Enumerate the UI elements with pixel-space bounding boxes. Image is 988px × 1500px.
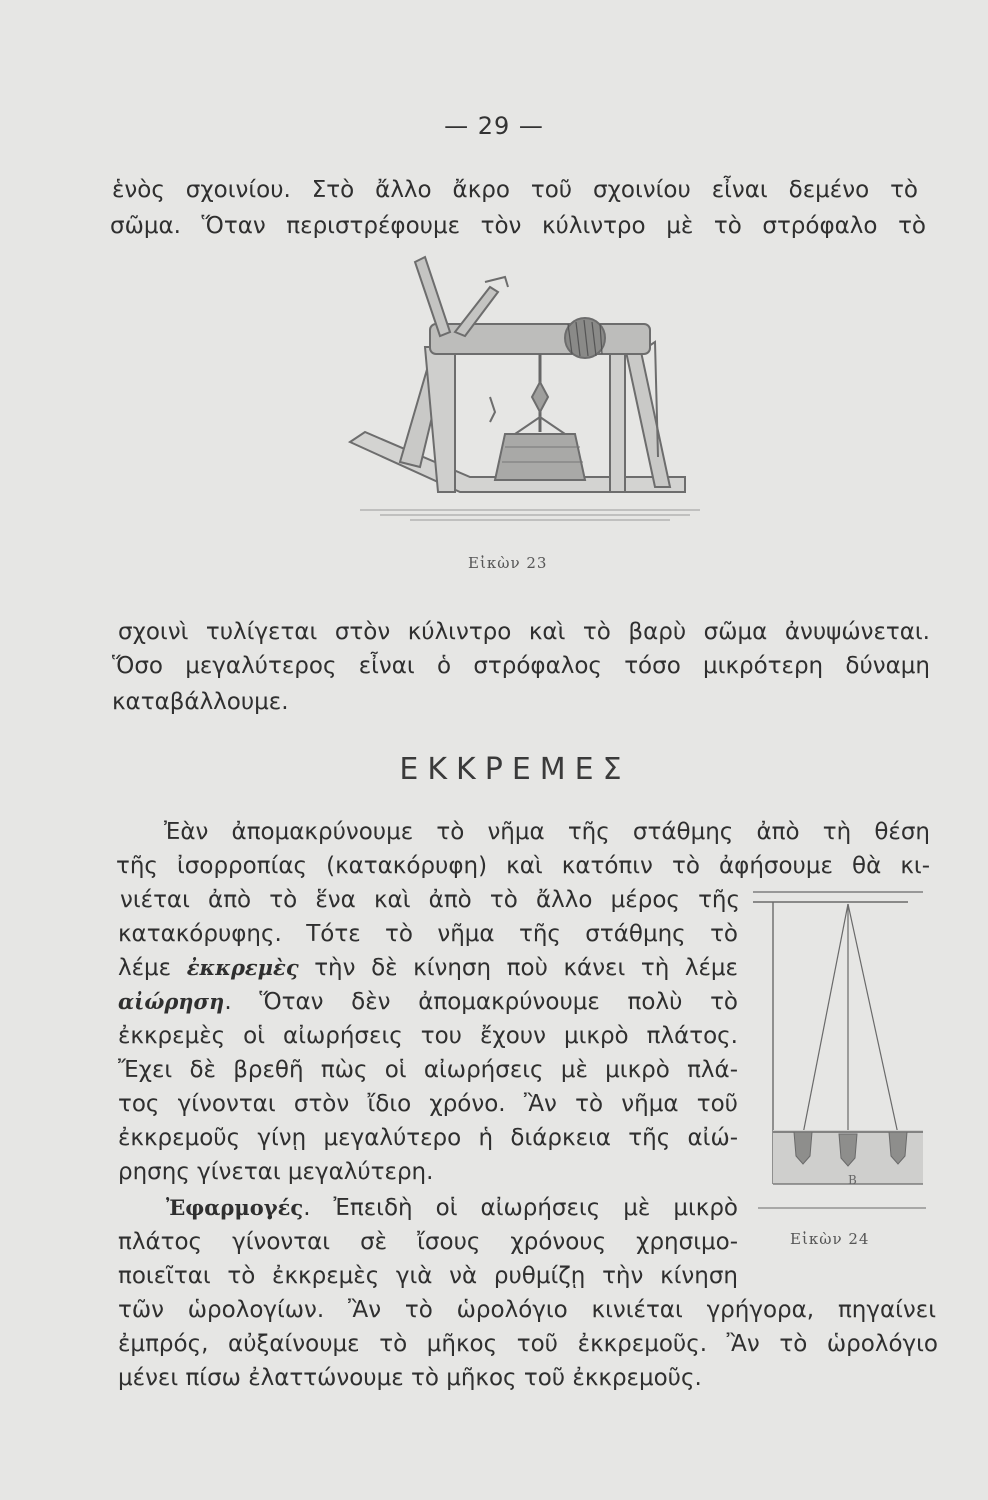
term-ekkremes: ἐκκρεμὲς [186, 955, 299, 980]
paragraph-line: κατακόρυφης. Τότε τὸ νῆμα τῆς στάθμης τὸ [118, 921, 738, 947]
paragraph-line [166, 1194, 738, 1222]
paragraph-line: τῶν ὡρολογίων. Ἂν τὸ ὡρολόγιο κινιέται γρήγορα, πηγαίνει [118, 1297, 936, 1323]
text-run: . Ὅταν δὲν ἀπομακρύνουμε πολὺ τὸ [224, 989, 738, 1015]
paragraph-line: σῶμα. Ὅταν περιστρέφουμε τὸν κύλιντρο μὲ τὸ στρόφαλο τὸ [110, 213, 926, 239]
paragraph-line: ποιεῖται τὸ ἐκκρεμὲς γιὰ νὰ ρυθμίζῃ τὴν κίνηση [118, 1263, 738, 1289]
paragraph-line: ἐμπρός, αὐξαίνουμε τὸ μῆκος τοῦ ἐκκρεμοῦς. Ἂν τὸ ὡρολόγιο [118, 1331, 938, 1357]
paragraph-line: τῆς ἰσορροπίας (κατακόρυφη) καὶ κατόπιν τὸ ἀφήσουμε θὰ κι- [116, 853, 930, 879]
page-number: — 29 — [444, 112, 544, 140]
paragraph-line: πλάτος γίνονται σὲ ἴσους χρόνους χρησιμο- [118, 1229, 738, 1255]
paragraph-line: ἐκκρεμοῦς γίνῃ μεγαλύτερο ἡ διάρκεια τῆς αἰώ- [118, 1125, 738, 1151]
text-run: . Ἐπειδὴ οἱ αἰωρήσεις μὲ μικρὸ [303, 1195, 738, 1221]
winch-crank-illustration [340, 252, 710, 532]
paragraph-line: καταβάλλουμε. [112, 689, 289, 715]
term-aiorisi: αἰώρηση [118, 989, 225, 1014]
term-efarmoges: Ἐφαρμογές [166, 1195, 304, 1220]
pendulum-diagram [748, 884, 928, 1224]
paragraph-line: σχοινὶ τυλίγεται στὸν κύλιντρο καὶ τὸ βαρὺ σῶμα ἀνυψώνεται. [118, 619, 930, 645]
paragraph-line: Ἐὰν ἀπομακρύνουμε τὸ νῆμα τῆς στάθμης ἀπὸ τὴ θέση [164, 819, 930, 845]
paragraph-line: ρησης γίνεται μεγαλύτερη. [118, 1159, 434, 1185]
text-run: τὴν δὲ κίνηση ποὺ κάνει τὴ λέμε [298, 955, 738, 981]
paragraph-line: τος γίνονται στὸν ἴδιο χρόνο. Ἂν τὸ νῆμα τοῦ [118, 1091, 738, 1117]
figure-24-label-b: Β [848, 1173, 857, 1187]
paragraph-line [118, 954, 738, 982]
paragraph-line: Ὅσο μεγαλύτερος εἶναι ὁ στρόφαλος τόσο μικρότερη δύναμη [112, 653, 930, 679]
figure-23-caption: Εἰκὼν 23 [468, 554, 548, 572]
figure-24-caption: Εἰκὼν 24 [790, 1230, 870, 1248]
paragraph-line [118, 988, 738, 1016]
text-run: λέμε [118, 955, 187, 981]
paragraph-line: νιέται ἀπὸ τὸ ἕνα καὶ ἀπὸ τὸ ἄλλο μέρος τῆς [120, 887, 740, 913]
paragraph-line: ἑνὸς σχοινίου. Στὸ ἄλλο ἄκρο τοῦ σχοινίου εἶναι δεμένο τὸ [112, 177, 918, 203]
paragraph-line: ἐκκρεμὲς οἱ αἰωρήσεις του ἔχουν μικρὸ πλάτος. [118, 1023, 738, 1049]
section-heading: ΕΚΚΡΕΜΕΣ [399, 752, 631, 787]
paragraph-line: Ἔχει δὲ βρεθῆ πὼς οἱ αἰωρήσεις μὲ μικρὸ πλά- [118, 1057, 738, 1083]
paragraph-line: μένει πίσω ἐλαττώνουμε τὸ μῆκος τοῦ ἐκκρεμοῦς. [118, 1365, 702, 1391]
